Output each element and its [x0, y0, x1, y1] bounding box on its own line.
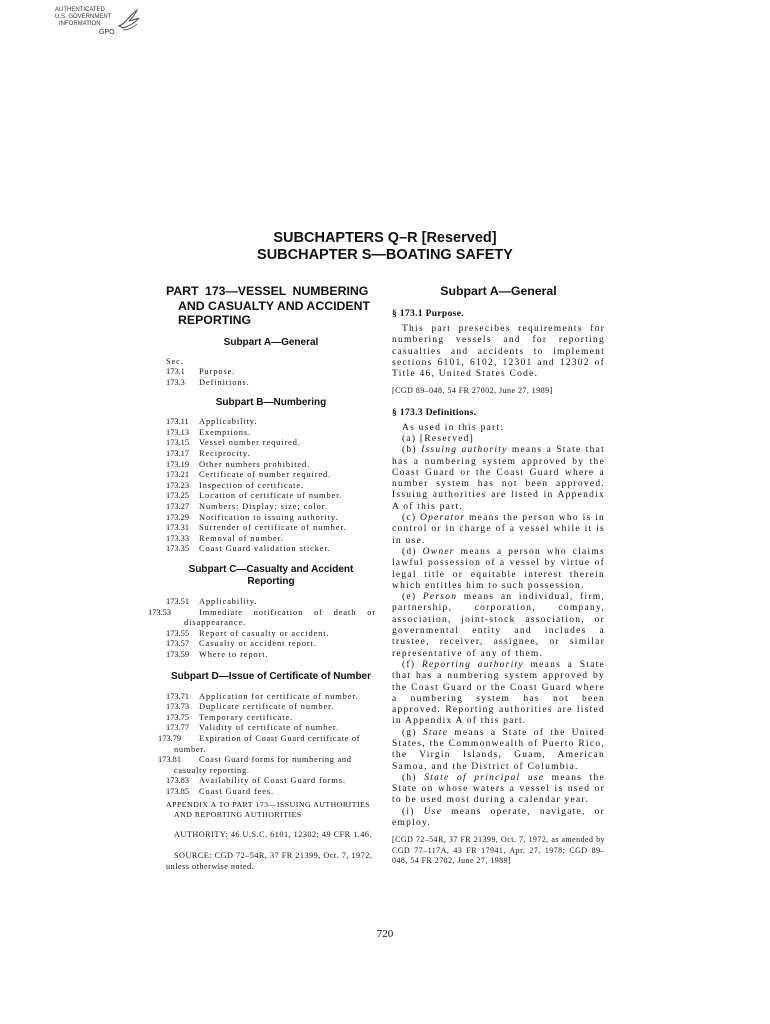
toc-subpart-c-heading: [166, 564, 376, 588]
toc-item-number: 173.25: [166, 491, 190, 501]
authority-note: AUTHORITY: 46 U.S.C. 6101, 12302; 49 CFR 1.46.: [174, 830, 373, 840]
toc-subpart-d-list: [158, 691, 376, 798]
section-173-1-citation: [CGD 89–048, 54 FR 27002, June 27, 1989]: [392, 386, 553, 396]
part-title: [166, 284, 376, 328]
toc-item[interactable]: [166, 650, 376, 661]
toc-item-number: 173.75: [166, 712, 190, 722]
definition-c-term: Operator: [419, 513, 466, 524]
part-title-line-2: AND CASUALTY AND ACCIDENT: [178, 298, 370, 313]
toc-item-number: 173.31: [166, 523, 190, 533]
toc-item-title: Duplicate certificate of number.: [199, 702, 335, 712]
definition-i-term: Use: [423, 806, 443, 817]
part-title-line-3: REPORTING: [178, 313, 252, 327]
definition-e: [392, 592, 605, 660]
toc-item-title: Coast Guard fees.: [199, 786, 275, 796]
toc-item-number: 173.59: [166, 649, 190, 659]
definition-e-text: means an individual, firm, partnership, corporation, company, association, joint-stock association, or governmental entity and includes a trustee, receiver, assignee, or similar representative of any of them.: [392, 592, 605, 659]
toc-item[interactable]: [166, 481, 376, 492]
toc-item-title: Availability of Coast Guard forms.: [199, 776, 346, 786]
toc-item-title: Expiration of Coast Guard certificate of number.: [174, 733, 361, 754]
toc-item-title: Inspection of certificate.: [199, 480, 305, 490]
toc-item-number: 173.27: [166, 502, 190, 512]
toc-item-title: Coast Guard forms for numbering and casualty reporting.: [174, 755, 352, 775]
toc-subpart-b-list: [166, 417, 376, 555]
toc-subpart-a-list: [166, 357, 376, 389]
toc-item[interactable]: [166, 428, 376, 439]
gpo-authentication-logo: [55, 6, 155, 40]
toc-item-number: 173.77: [166, 723, 190, 733]
definition-d-term: Owner: [422, 546, 455, 557]
definition-g: [392, 728, 605, 773]
toc-item-title: Applicability.: [199, 597, 258, 606]
subchapter-reserved-heading: SUBCHAPTERS Q–R [Reserved]: [273, 230, 497, 246]
toc-item[interactable]: [166, 629, 376, 640]
toc-appendix-a[interactable]: APPENDIX A TO PART 173—ISSUING AUTHORITIES AND REPORTING AUTHORITIES: [166, 799, 371, 819]
definition-h-term: State of principal use: [424, 772, 545, 783]
toc-item-title: Reciprocity.: [199, 449, 251, 459]
section-173-1-text: This part presecibes requirements for numbering vessels and for reporting casualties and accidents to implement sections 6101, 6102, 12301 and 12302 of Title 46, United States Code.: [392, 324, 605, 380]
toc-item[interactable]: [166, 787, 376, 798]
logo-line-2: U.S. GOVERNMENT: [55, 14, 112, 20]
toc-item-title: Surrender of certificate of number.: [199, 523, 347, 533]
toc-item[interactable]: [166, 367, 376, 378]
toc-item-number: 173.53: [148, 607, 172, 617]
toc-item-number: 173.11: [166, 417, 189, 427]
definition-h-label: (h): [402, 772, 425, 783]
toc-item-number: 173.1: [166, 367, 185, 377]
definition-i: [392, 807, 605, 830]
toc-item[interactable]: [166, 460, 376, 471]
toc-item-number: 173.17: [166, 449, 190, 459]
definition-f-label: (f): [402, 659, 422, 670]
toc-item-title: Validity of certificate of number.: [199, 723, 340, 733]
section-173-3-heading: § 173.3 Definitions.: [392, 406, 477, 418]
toc-item[interactable]: [158, 755, 376, 776]
toc-item-title: Application for certificate of number.: [199, 691, 359, 701]
toc-subpart-c-line-2: Reporting: [247, 576, 295, 587]
toc-item[interactable]: [166, 723, 376, 734]
toc-item-title: Vessel number required.: [199, 438, 301, 448]
toc-item[interactable]: [166, 417, 376, 428]
toc-item-title: Exemptions.: [199, 427, 252, 437]
toc-item[interactable]: [166, 702, 376, 713]
definition-f-text: means a State that has a numbering system approved by the Coast Guard or the Coast Guard where a numbering system has not been approved. Reporting authorities are listed in Appendix A of this part.: [392, 659, 606, 727]
toc-item[interactable]: [166, 449, 376, 460]
definition-d-label: (d): [402, 546, 423, 557]
source-note: SOURCE: CGD 72–54R, 37 FR 21399, Oct. 7, 1972, unless otherwise noted.: [166, 851, 373, 871]
part-title-line-1: PART 173—VESSEL NUMBERING: [166, 284, 369, 298]
toc-item-title: Applicability.: [199, 417, 258, 427]
toc-subpart-c-line-1: Subpart C—Casualty and Accident: [188, 564, 354, 575]
toc-item-number: 173.19: [166, 459, 190, 469]
toc-item-title: Certificate of number required.: [199, 470, 332, 480]
toc-item[interactable]: [166, 713, 376, 724]
section-173-3-body: [392, 423, 605, 830]
toc-item-title: Definitions.: [199, 377, 250, 387]
definition-g-label: (g): [402, 727, 423, 738]
definition-b-label: (b): [402, 445, 422, 456]
toc-item-title: Where to report.: [199, 649, 269, 659]
definition-f: [392, 660, 605, 728]
definition-h-text: means the State on whose waters a vessel is used or to be used most during a calendar year.: [392, 772, 605, 806]
section-173-1-body: [392, 324, 605, 380]
toc-item-number: 173.13: [166, 427, 190, 437]
toc-subpart-b-heading: Subpart B—Numbering: [215, 397, 327, 409]
toc-item-number: 173.83: [166, 776, 190, 786]
toc-item-number: 173.35: [166, 544, 190, 554]
logo-line-1: AUTHENTICATED: [55, 7, 105, 13]
definition-e-label: (e): [402, 592, 423, 603]
definition-h: [392, 773, 605, 807]
definition-c: [392, 513, 605, 547]
definition-c-label: (c): [402, 513, 420, 524]
toc-sec-label: Sec.: [166, 356, 184, 366]
toc-subpart-c-list: [148, 597, 376, 661]
toc-item[interactable]: [166, 378, 376, 389]
definition-f-term: Reporting authority: [421, 659, 524, 670]
toc-item-title: Other numbers prohibited.: [199, 459, 311, 469]
toc-item-title: Casualty or accident report.: [199, 639, 317, 649]
toc-item-title: Report of casualty or accident.: [199, 628, 330, 638]
definition-g-text: means a State of the United States, the Commonwealth of Puerto Rico, the Virgin Islands, Guam, American Samoa, and the District of Columbia.: [392, 727, 606, 772]
subchapter-s-heading: SUBCHAPTER S—BOATING SAFETY: [257, 247, 513, 263]
toc-item-title: Purpose.: [199, 367, 236, 377]
toc-item-number: 173.23: [166, 480, 190, 490]
toc-item[interactable]: [158, 733, 376, 755]
regulation-text-column: [392, 284, 605, 866]
toc-subpart-a-heading: Subpart A—General: [223, 336, 319, 348]
toc-item[interactable]: [148, 607, 376, 629]
definitions-intro: As used in this part:: [402, 422, 505, 433]
toc-item[interactable]: [166, 692, 376, 703]
toc-item-number: 173.21: [166, 470, 190, 480]
logo-gpo: GPO: [99, 29, 115, 36]
toc-item-number: 173.55: [166, 628, 190, 638]
definition-a: (a) [Reserved]: [402, 433, 475, 444]
definition-b: [392, 445, 605, 513]
toc-item-title: Coast Guard validation sticker.: [199, 544, 331, 554]
toc-item[interactable]: [166, 470, 376, 481]
toc-item-number: 173.71: [166, 691, 190, 701]
toc-item-number: 173.85: [166, 786, 190, 796]
toc-item-number: 173.73: [166, 702, 190, 712]
toc-item[interactable]: [166, 544, 376, 555]
definition-b-text: means a State that has a numbering system approved by the Coast Guard or the Coast Guard where a number system has not been approved. Issuing authorities are listed in Appendix A of this part.: [392, 445, 605, 512]
part-contents-column: [148, 284, 376, 872]
definition-d-text: means a person who claims lawful possession of a vessel by virtue of legal title or equitable interest therein which entitles him to such possession.: [392, 546, 605, 591]
toc-item-number: 173.3: [166, 377, 185, 387]
toc-item[interactable]: [166, 639, 376, 650]
toc-item-title: Temporary certificate.: [199, 712, 294, 722]
toc-item-number: 173.51: [166, 597, 190, 606]
toc-item[interactable]: [166, 513, 376, 524]
page-number: 720: [376, 928, 394, 940]
toc-item[interactable]: [166, 534, 376, 545]
toc-item-number: 173.15: [166, 438, 190, 448]
toc-item-title: Numbers: Display; size; color.: [199, 502, 328, 512]
definition-b-term: Issuing authority: [421, 445, 508, 456]
toc-subpart-d-heading: Subpart D—Issue of Certificate of Number: [170, 670, 372, 682]
definition-i-label: (i): [402, 806, 424, 817]
subpart-a-heading: Subpart A—General: [440, 284, 557, 298]
logo-line-3: INFORMATION: [59, 21, 101, 27]
eagle-icon: [115, 6, 143, 34]
toc-item-number: 173.57: [166, 639, 190, 649]
toc-item-title: Removal of number.: [199, 533, 284, 543]
toc-item[interactable]: [166, 776, 376, 787]
definition-c-text: means the person who is in control or in charge of a vessel while it is in use.: [392, 513, 605, 546]
toc-item-title: Notification to issuing authority.: [199, 512, 339, 522]
toc-item[interactable]: [166, 502, 376, 513]
definition-d: [392, 547, 605, 592]
toc-item[interactable]: [166, 597, 376, 608]
toc-item-title: Location of certificate of number.: [199, 491, 343, 501]
toc-item-number: 173.81: [158, 755, 182, 765]
definition-i-text: means operate, navigate, or employ.: [392, 806, 605, 829]
section-173-3-citation: [CGD 72–54R, 37 FR 21399, Oct. 7, 1972, as amended by CGD 77–117A, 43 FR 17941, Apr. 27, 1978; CGD 89–048, 54 FR 2702, June 27, 1989]: [392, 835, 605, 865]
toc-item[interactable]: [166, 491, 376, 502]
toc-item-number: 173.79: [158, 733, 182, 743]
toc-item[interactable]: [166, 438, 376, 449]
toc-item[interactable]: [166, 523, 376, 534]
definition-e-term: Person: [422, 592, 458, 603]
toc-item-number: 173.33: [166, 533, 190, 543]
definition-g-term: State: [422, 727, 449, 738]
toc-item-title: Immediate notification of death or disappearance.: [184, 607, 376, 628]
toc-item-number: 173.29: [166, 512, 190, 522]
section-173-1-heading: § 173.1 Purpose.: [392, 308, 464, 319]
